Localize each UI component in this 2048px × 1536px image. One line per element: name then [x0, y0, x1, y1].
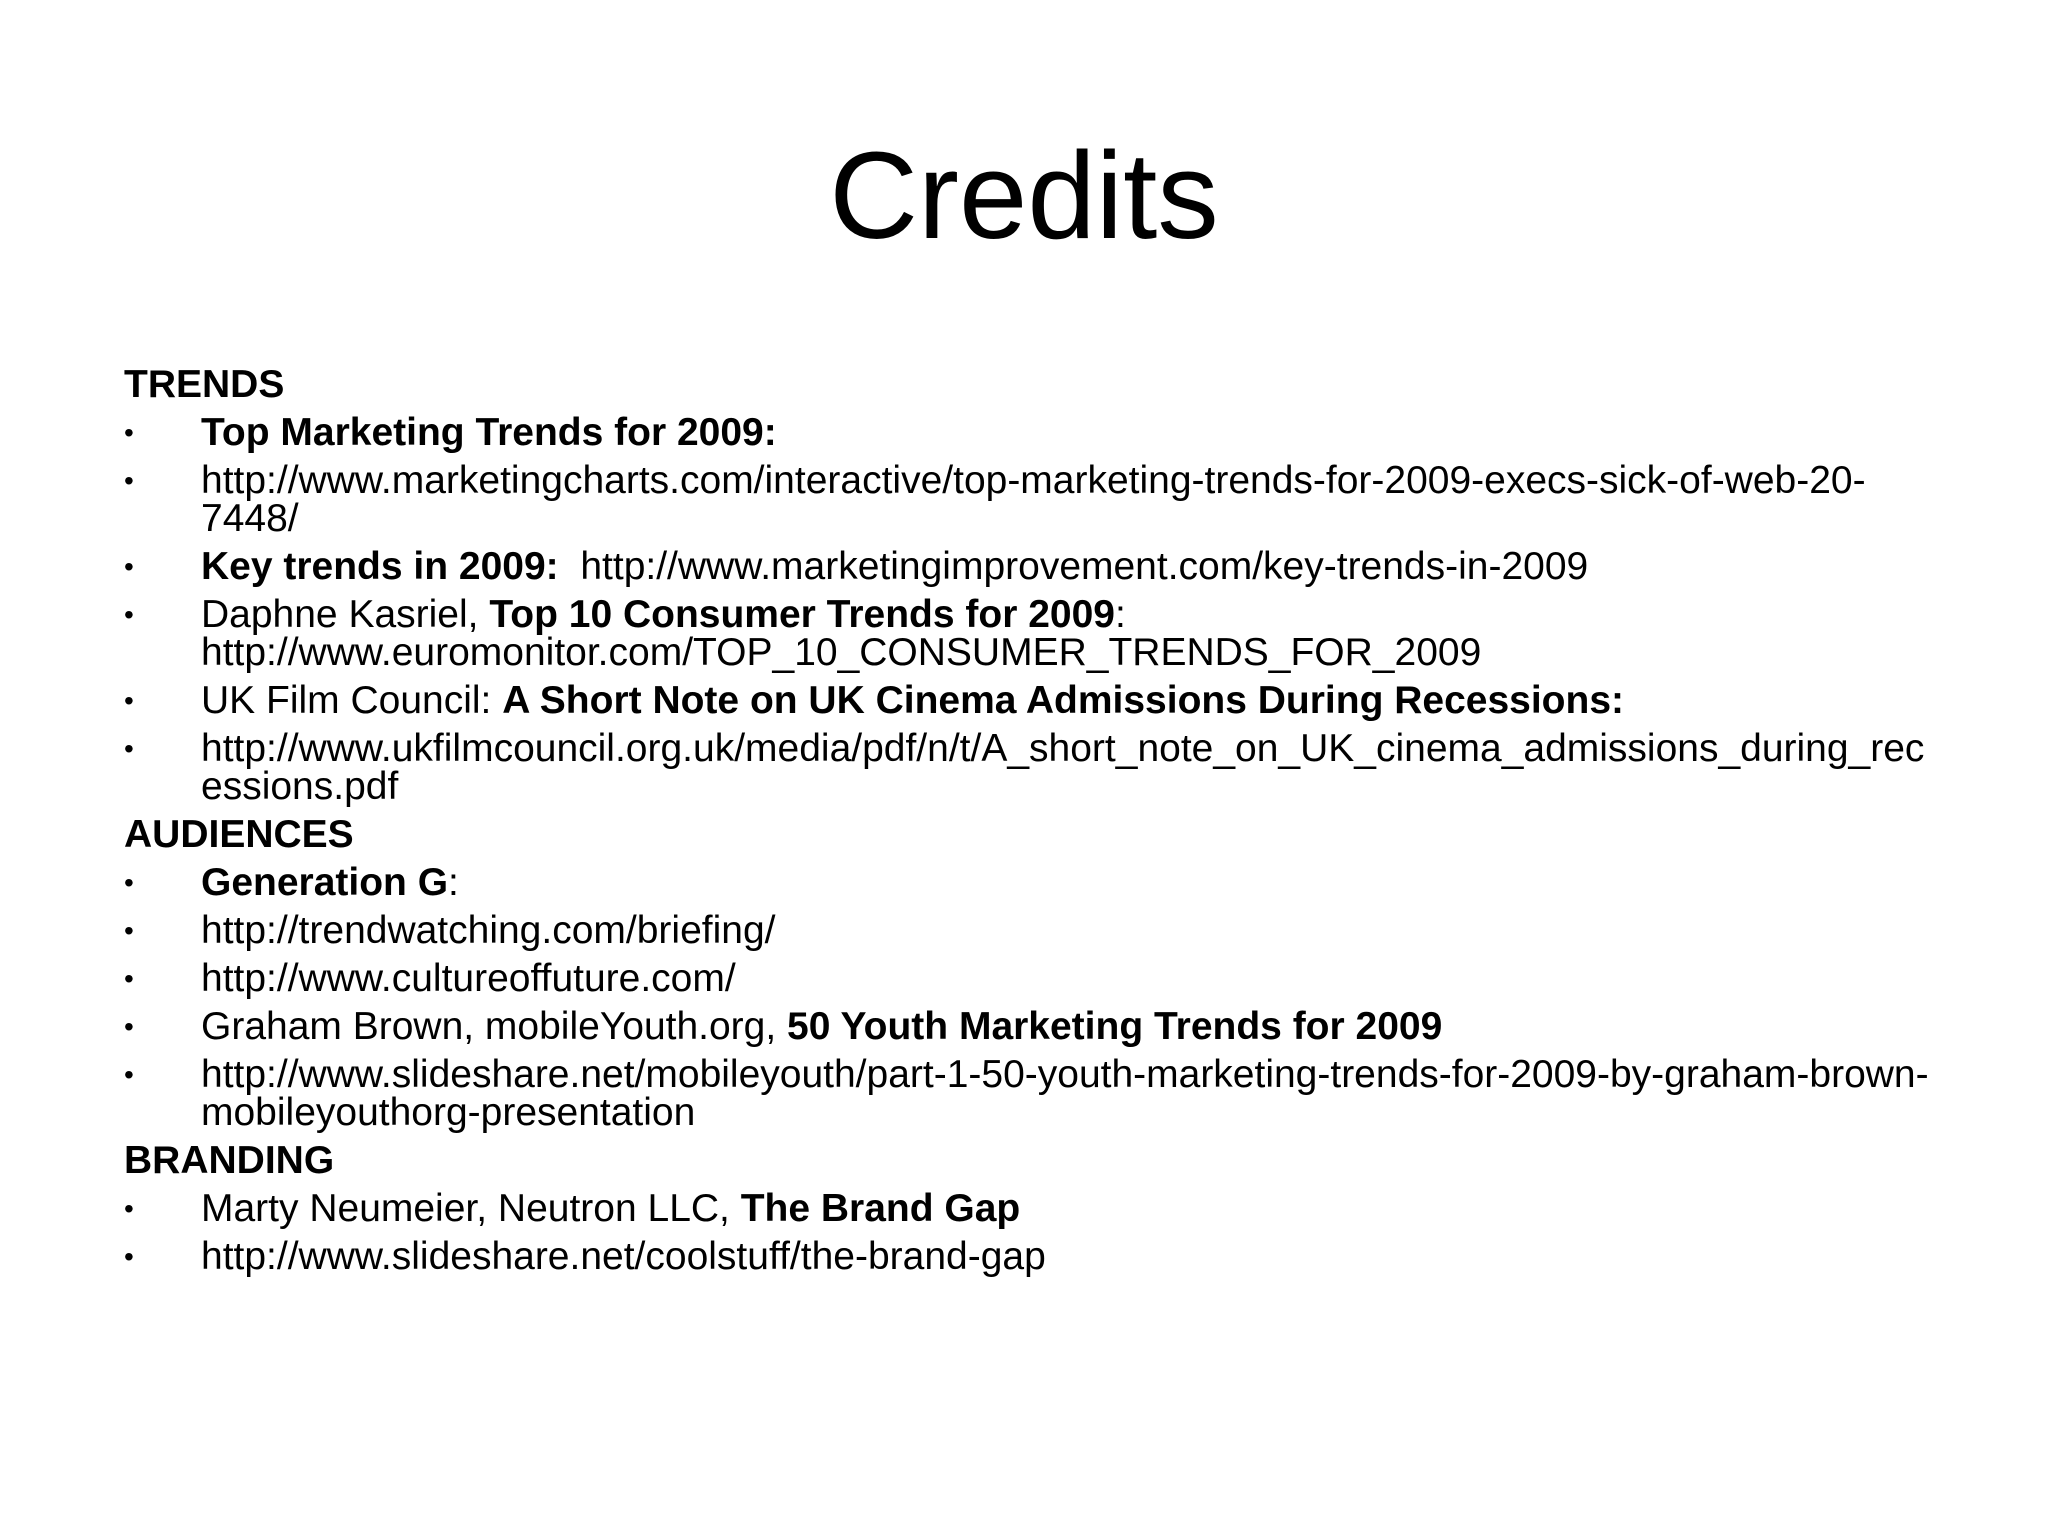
- bullet-icon: •: [124, 915, 134, 946]
- bullet-icon: •: [124, 867, 134, 898]
- credits-content: [124, 363, 1944, 1286]
- list-item: [124, 679, 1944, 722]
- section-heading-audiences: AUDIENCES: [124, 813, 354, 856]
- bullet-icon: •: [124, 1059, 134, 1090]
- credit-link[interactable]: : http://www.euromonitor.com/TOP_10_CONSUMER_TRENDS_FOR_2009: [201, 593, 1482, 674]
- list-item: [124, 545, 1944, 588]
- credit-title: Top 10 Consumer Trends for 2009: [489, 593, 1115, 636]
- slide-title: Credits: [829, 128, 1219, 265]
- credit-title: Generation G: [201, 861, 449, 904]
- credit-title: Key trends in 2009:: [201, 545, 559, 588]
- list-item: [124, 909, 1944, 952]
- bullet-icon: •: [124, 599, 134, 630]
- bullet-list-branding: [124, 1187, 1944, 1278]
- list-item: [124, 1005, 1944, 1048]
- bullet-icon: •: [124, 551, 134, 582]
- credit-link[interactable]: http://www.marketingimprovement.com/key-trends-in-2009: [558, 545, 1589, 588]
- credit-link[interactable]: http://www.ukfilmcouncil.org.uk/media/pdf/n/t/A_short_note_on_UK_cinema_admissions_during_recessions.pdf: [201, 727, 1925, 808]
- bullet-list-audiences: [124, 861, 1944, 1134]
- credit-title: 50 Youth Marketing Trends for 2009: [787, 1005, 1443, 1048]
- list-item: [124, 1187, 1944, 1230]
- list-item: [124, 593, 1944, 674]
- bullet-list-trends: [124, 411, 1944, 808]
- credit-title: A Short Note on UK Cinema Admissions During Recessions:: [502, 679, 1624, 722]
- list-item: [124, 459, 1944, 540]
- credit-title: Top Marketing Trends for 2009:: [201, 411, 777, 454]
- bullet-icon: •: [124, 733, 134, 764]
- section-heading-trends: TRENDS: [124, 363, 285, 406]
- credit-link[interactable]: http://www.marketingcharts.com/interactive/top-marketing-trends-for-2009-execs-sick-of-web-20-7448/: [201, 459, 1866, 540]
- credit-author: UK Film Council:: [201, 679, 503, 722]
- credit-link[interactable]: http://www.slideshare.net/coolstuff/the-brand-gap: [201, 1235, 1046, 1278]
- bullet-icon: •: [124, 685, 134, 716]
- credit-author: Graham Brown, mobileYouth.org,: [201, 1005, 788, 1048]
- list-item: [124, 861, 1944, 904]
- section-branding: [124, 1139, 1944, 1278]
- credit-title: The Brand Gap: [740, 1187, 1021, 1230]
- bullet-icon: •: [124, 1193, 134, 1224]
- bullet-icon: •: [124, 465, 134, 496]
- list-item: [124, 1053, 1944, 1134]
- list-item: [124, 727, 1944, 808]
- credit-link[interactable]: http://www.slideshare.net/mobileyouth/part-1-50-youth-marketing-trends-for-2009-by-graham-brown-mobileyouthorg-presentation: [201, 1053, 1929, 1134]
- section-trends: [124, 363, 1944, 808]
- section-heading-branding: BRANDING: [124, 1139, 335, 1182]
- credit-punctuation: :: [448, 861, 459, 904]
- bullet-icon: •: [124, 417, 134, 448]
- credit-author: Marty Neumeier, Neutron LLC,: [201, 1187, 741, 1230]
- credit-link[interactable]: http://www.cultureoffuture.com/: [201, 957, 736, 1000]
- bullet-icon: •: [124, 1241, 134, 1272]
- list-item: [124, 411, 1944, 454]
- bullet-icon: •: [124, 1011, 134, 1042]
- list-item: [124, 957, 1944, 1000]
- section-audiences: [124, 813, 1944, 1134]
- credit-author: Daphne Kasriel,: [201, 593, 490, 636]
- credit-link[interactable]: http://trendwatching.com/briefing/: [201, 909, 776, 952]
- list-item: [124, 1235, 1944, 1278]
- bullet-icon: •: [124, 963, 134, 994]
